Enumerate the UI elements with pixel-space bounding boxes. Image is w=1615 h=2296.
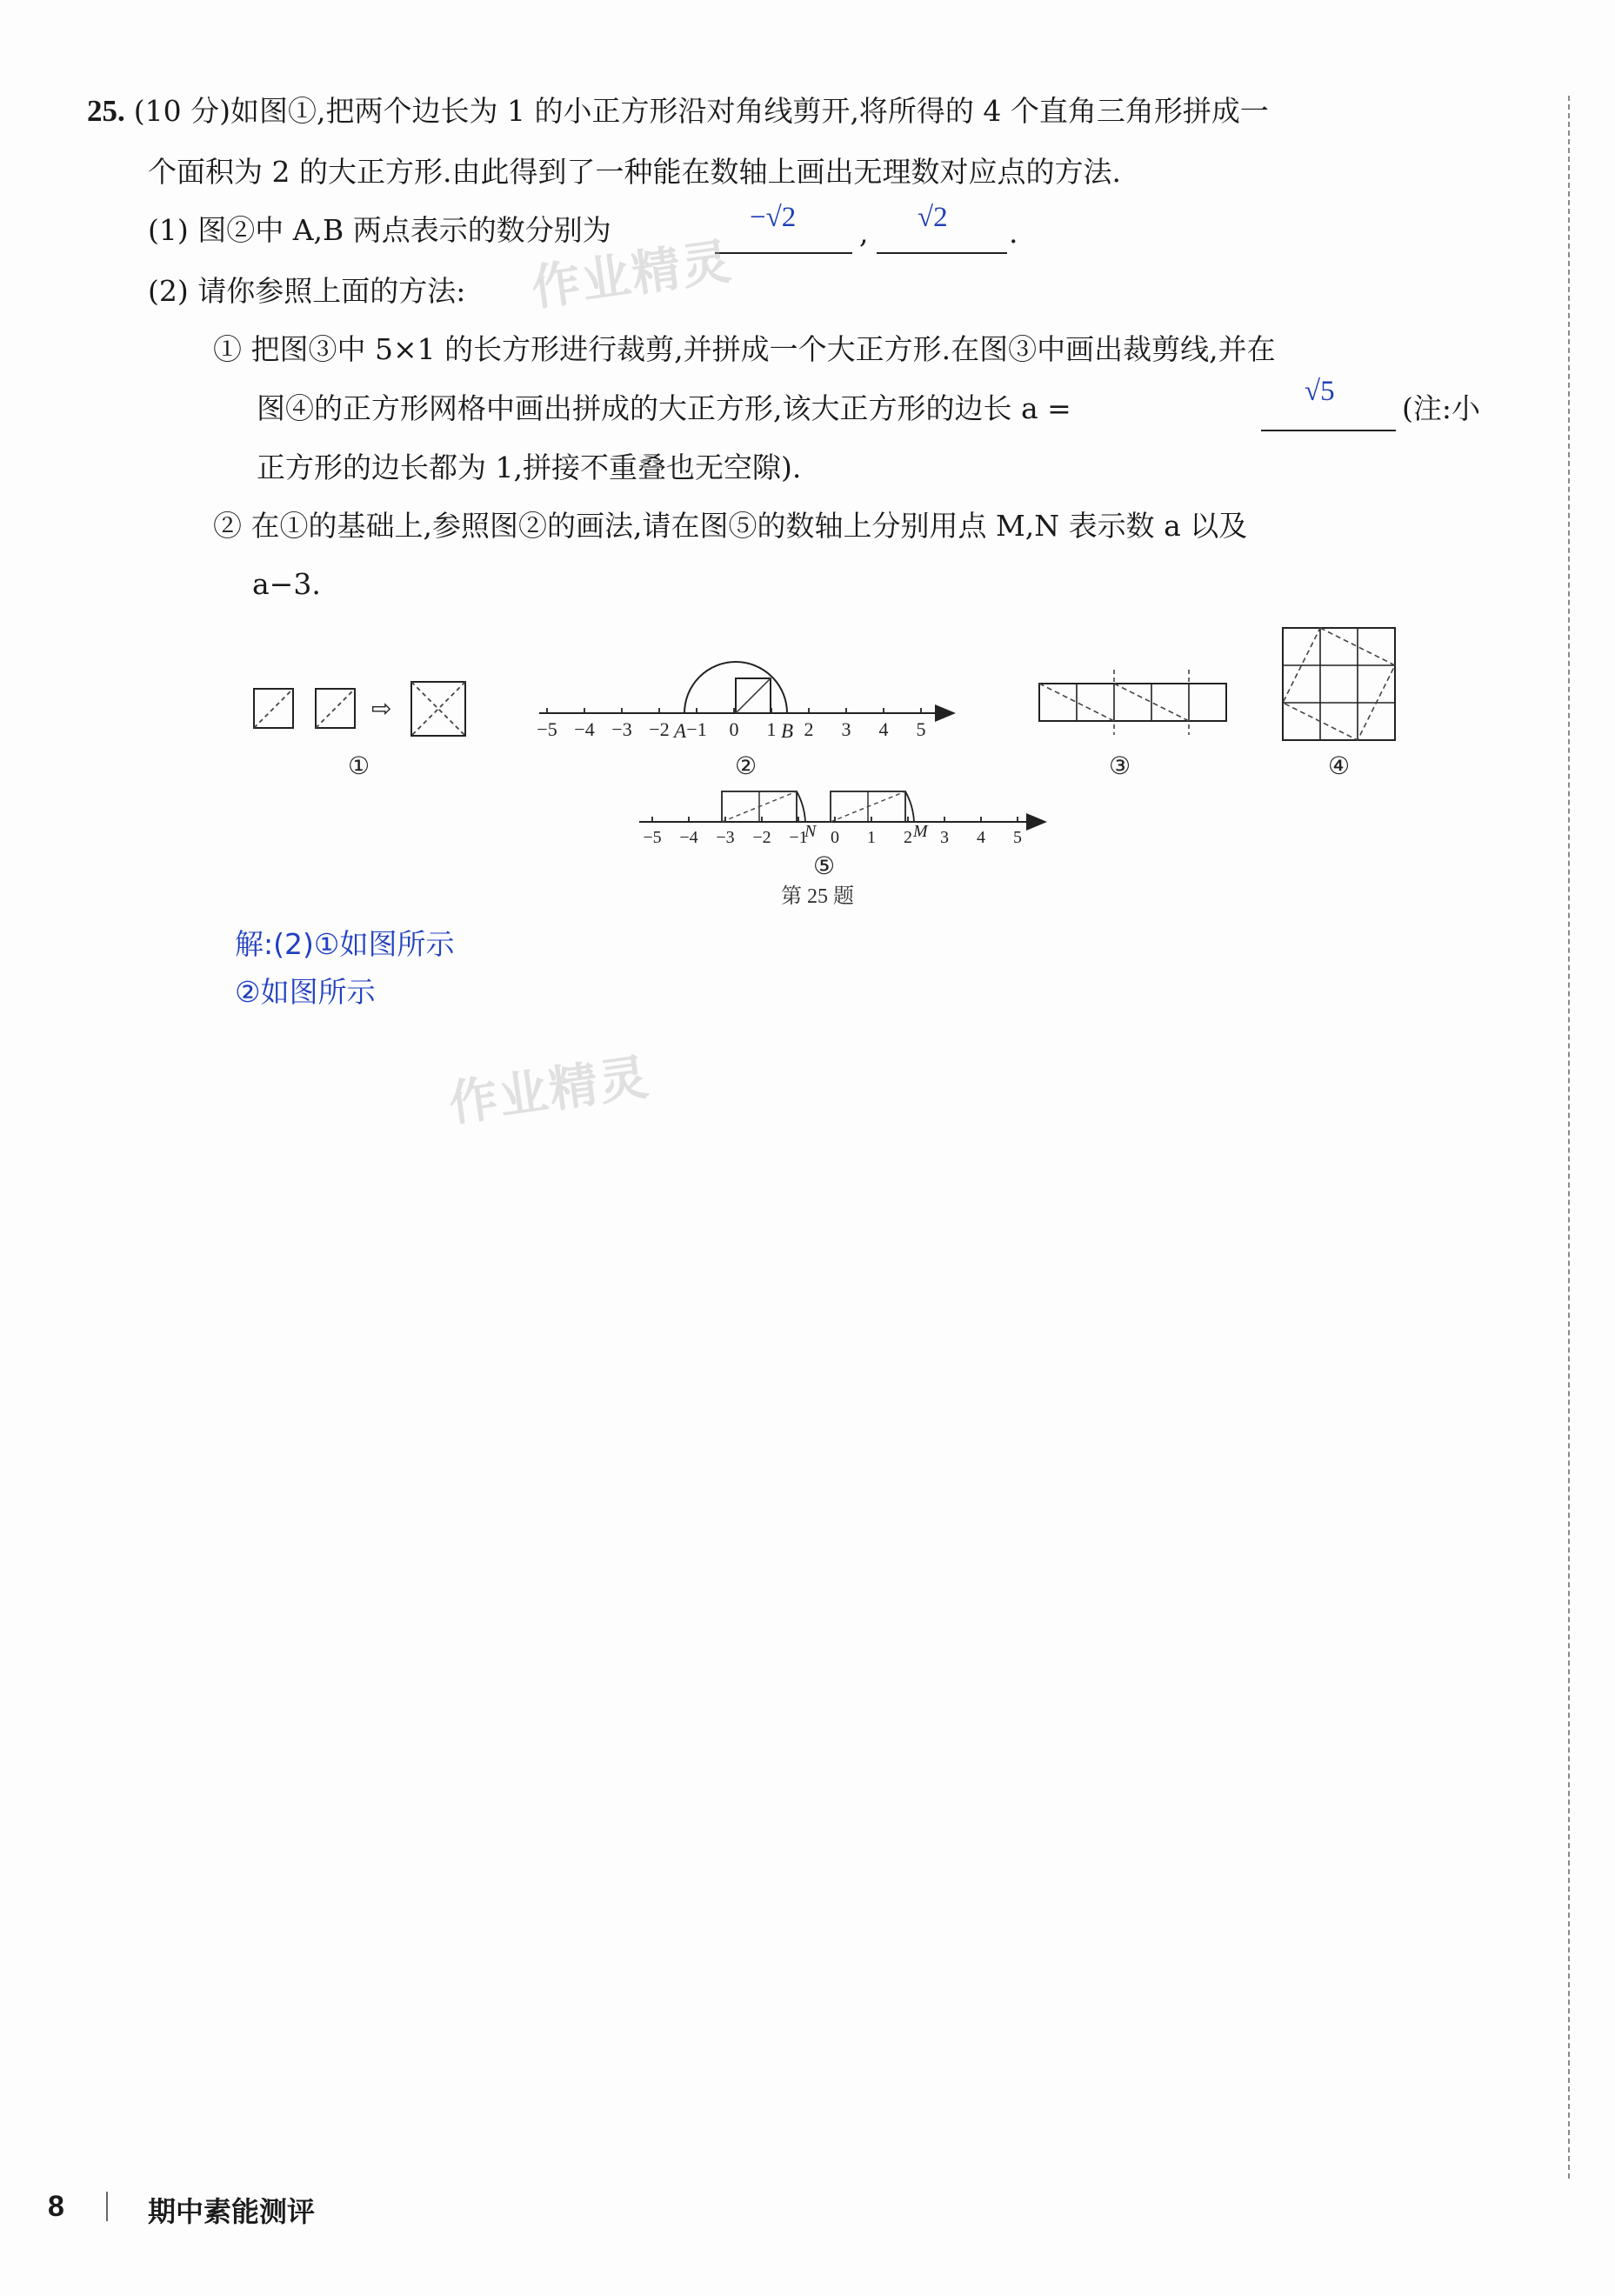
part1-end: . <box>1009 216 1018 250</box>
figure-1 <box>254 682 465 780</box>
figures-area <box>0 609 1615 922</box>
part2-text: (2) 请你参照上面的方法: <box>148 274 466 308</box>
part1-comma: , <box>859 216 869 250</box>
figure-5 <box>639 791 1044 908</box>
fig2-tick-label: 1 <box>766 718 777 740</box>
footer-separator <box>106 2192 108 2221</box>
watermark-1: 作业精灵 <box>528 233 737 317</box>
fig5-label: ⑤ <box>813 853 836 880</box>
figure-2 <box>537 662 952 780</box>
answer-blank-B <box>877 252 1007 254</box>
fig5-tick-label: 0 <box>831 828 839 847</box>
fig5-tick-label: −4 <box>679 828 698 847</box>
fig5-tick-label: −2 <box>752 828 771 847</box>
watermark-2: 作业精灵 <box>445 1049 654 1133</box>
fig1-arrow: ⇨ <box>371 696 392 723</box>
fig2-tick-label: 2 <box>804 718 814 740</box>
fig1-label: ① <box>348 753 370 780</box>
figure-caption: 第 25 题 <box>781 885 854 908</box>
fig5-tick-label: −1 <box>789 828 808 847</box>
fig5-tick-label: −5 <box>643 828 662 847</box>
figure-4 <box>1283 628 1395 780</box>
fig5-tick-label: 5 <box>1013 828 1022 847</box>
fig2-label: ② <box>735 753 757 780</box>
answer-A: −√2 <box>750 202 797 233</box>
fig5-tick-label: 4 <box>977 828 985 847</box>
sub2-line-1: ② 在①的基础上,参照图②的画法,请在图⑤的数轴上分别用点 M,N 表示数 a 以及 <box>213 509 1248 543</box>
question-text-1: (10 分)如图①,把两个边长为 1 的小正方形沿对角线剪开,将所得的 4 个直角三角形拼成一 <box>133 94 1269 128</box>
answer-a: √5 <box>1305 376 1335 407</box>
fig2-tick-label: 0 <box>729 718 739 740</box>
fig2-point-A: A <box>674 720 687 742</box>
answer-blank-A <box>715 252 852 254</box>
fig2-tick-label: −2 <box>649 718 670 740</box>
fig2-tick-label: −3 <box>611 718 632 740</box>
figure-3 <box>1039 670 1226 780</box>
answer-blank-a <box>1261 430 1396 431</box>
answer-B: √2 <box>918 202 948 233</box>
sub1-line-2: 图④的正方形网格中画出拼成的大正方形,该大正方形的边长 a = <box>257 391 1071 425</box>
fig2-tick-label: −1 <box>686 718 707 740</box>
fig5-tick-label: 2 <box>904 828 912 847</box>
fig5-point-M: M <box>913 822 928 841</box>
page-number: 8 <box>48 2190 64 2223</box>
fig2-tick-label: 3 <box>841 718 851 740</box>
sub1-line-2-end: (注:小 <box>1402 391 1480 425</box>
fig2-tick-label: 5 <box>916 718 926 740</box>
question-number: 25. <box>87 94 125 128</box>
sub2-line-2: a−3. <box>252 567 321 601</box>
part1-text: (1) 图②中 A,B 两点表示的数分别为 <box>148 213 611 247</box>
fig2-tick-label: −4 <box>574 718 595 740</box>
fig2-tick-label: −5 <box>537 718 557 740</box>
fig5-tick-label: 3 <box>940 828 949 847</box>
solution-line-2: ②如图所示 <box>235 975 376 1009</box>
solution-line-1: 解:(2)①如图所示 <box>235 927 455 961</box>
question-line-1 <box>87 94 1269 129</box>
fig3-label: ③ <box>1109 753 1131 780</box>
question-line-2: 个面积为 2 的大正方形.由此得到了一种能在数轴上画出无理数对应点的方法. <box>148 155 1121 189</box>
footer-title: 期中素能测评 <box>148 2195 316 2228</box>
sub1-line-1: ① 把图③中 5×1 的长方形进行裁剪,并拼成一个大正方形.在图③中画出裁剪线,并在 <box>213 332 1276 366</box>
fig2-point-B: B <box>781 720 794 742</box>
fig5-tick-label: −3 <box>716 828 735 847</box>
fig2-tick-label: 4 <box>878 718 889 740</box>
fig5-point-N: N <box>804 822 817 841</box>
dashed-margin-line <box>1568 96 1570 2179</box>
sub1-line-3: 正方形的边长都为 1,拼接不重叠也无空隙). <box>257 451 802 484</box>
fig4-label: ④ <box>1328 753 1351 780</box>
fig5-tick-label: 1 <box>867 828 876 847</box>
